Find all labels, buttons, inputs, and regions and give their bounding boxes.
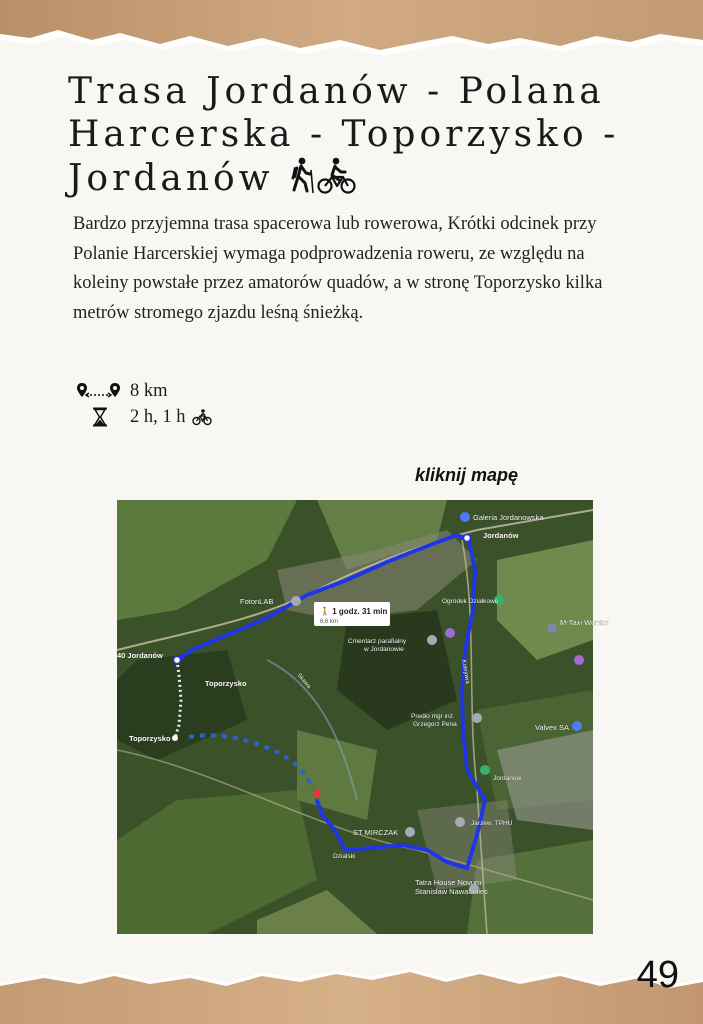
map-label-mtaxi: M-Taxi Wontor bbox=[560, 618, 609, 627]
map-label-toporzysko-2: Toporzysko bbox=[129, 734, 171, 743]
torn-paper-bottom bbox=[0, 960, 703, 1024]
walk-icon: 🚶 bbox=[320, 607, 330, 616]
poi-icon bbox=[460, 512, 470, 522]
poi-icon bbox=[291, 596, 301, 606]
distance-stat bbox=[76, 378, 212, 404]
route-stats bbox=[76, 378, 212, 430]
map-label-cmentarz-1: Cmentarz parafialny bbox=[348, 638, 407, 645]
page-title bbox=[68, 70, 668, 206]
map-label-tatra-1: Tatra House Novum bbox=[415, 878, 482, 887]
poi-icon bbox=[572, 721, 582, 731]
route-description: Bardzo przyjemna trasa spacerowa lub rowerowa, Krótki odcinek przy Polanie Harcerskiej wymaga podprowadzenia roweru, ze względu na koleiny powstałe przez amatorów quadów, a w stronę Toporzysko kilka metrów stromego zjazdu leśną śnieżką. bbox=[73, 214, 603, 323]
title-line-1: Trasa Jordanów - Polana bbox=[68, 71, 605, 112]
bicycle-icon bbox=[318, 158, 354, 193]
map-label-predio-2: Grzegorz Pena bbox=[413, 721, 457, 728]
distance-value: 8 km bbox=[130, 380, 168, 401]
poi-icon bbox=[480, 765, 490, 775]
map-label-jordanow-left: 40 Jordanów bbox=[117, 651, 163, 660]
poi-icon bbox=[574, 655, 584, 665]
map-link[interactable]: kliknij mapę bbox=[415, 465, 519, 485]
map-label-toporzysko-1: Toporzysko bbox=[205, 679, 247, 688]
map-label-jordanow: Jordanów bbox=[483, 531, 519, 540]
map-label-dzialski: Działski bbox=[333, 853, 356, 860]
hiking-icon bbox=[292, 158, 313, 193]
title-line-3-text: Jordanów bbox=[68, 158, 274, 199]
map-label-jarzew: Jarzew. TPHU bbox=[471, 820, 513, 827]
poi-icon bbox=[427, 635, 437, 645]
poi-icon bbox=[445, 628, 455, 638]
map-label-predio-1: Predio mgr inż. bbox=[411, 713, 455, 720]
torn-paper-top bbox=[0, 0, 703, 58]
poi-icon bbox=[405, 827, 415, 837]
map-label-kolejowa: Kolejowa bbox=[460, 659, 471, 685]
route-distance-label: 6,6 km bbox=[320, 619, 339, 625]
page-number: 49 bbox=[636, 954, 679, 996]
route-start-marker bbox=[174, 657, 181, 664]
map-label-ogrodek: Ogródek Działkowe bbox=[442, 598, 499, 605]
poi-icon bbox=[547, 623, 557, 633]
map-label-galeria: Galeria Jordanowska bbox=[473, 513, 544, 522]
small-bicycle-icon bbox=[192, 409, 212, 426]
map-label-cmentarz-2: w Jordanowie bbox=[364, 646, 404, 653]
time-stat bbox=[76, 404, 212, 430]
route-map[interactable] bbox=[117, 500, 609, 934]
route-duration: 1 godz. 31 min bbox=[332, 607, 388, 616]
hourglass-icon bbox=[76, 407, 124, 427]
title-line-3 bbox=[68, 156, 668, 206]
poi-icon bbox=[472, 713, 482, 723]
map-label-valvex: Valvex SA bbox=[535, 723, 570, 732]
map-label-jordanow-mid: Jordanów bbox=[493, 775, 522, 782]
poi-icon bbox=[455, 817, 465, 827]
route-end-marker bbox=[464, 535, 471, 542]
svg-text:🚶 1 godz. 31 min bbox=[320, 606, 387, 616]
time-value: 2 h, 1 h bbox=[130, 406, 186, 427]
map-label-fotonlab: FotonLAB bbox=[240, 597, 274, 606]
title-activity-icons bbox=[290, 156, 358, 206]
title-line-2: Harcerska - Toporzysko - bbox=[68, 114, 620, 155]
route-distance-icon bbox=[76, 381, 124, 401]
map-label-stmirczak: ST MIRCZAK bbox=[353, 828, 399, 837]
toporzysko-marker bbox=[172, 735, 178, 741]
map-label-skawa: Skawa bbox=[295, 672, 312, 691]
map-label-tatra-2: Stanisław Nawalaniec bbox=[415, 887, 488, 896]
